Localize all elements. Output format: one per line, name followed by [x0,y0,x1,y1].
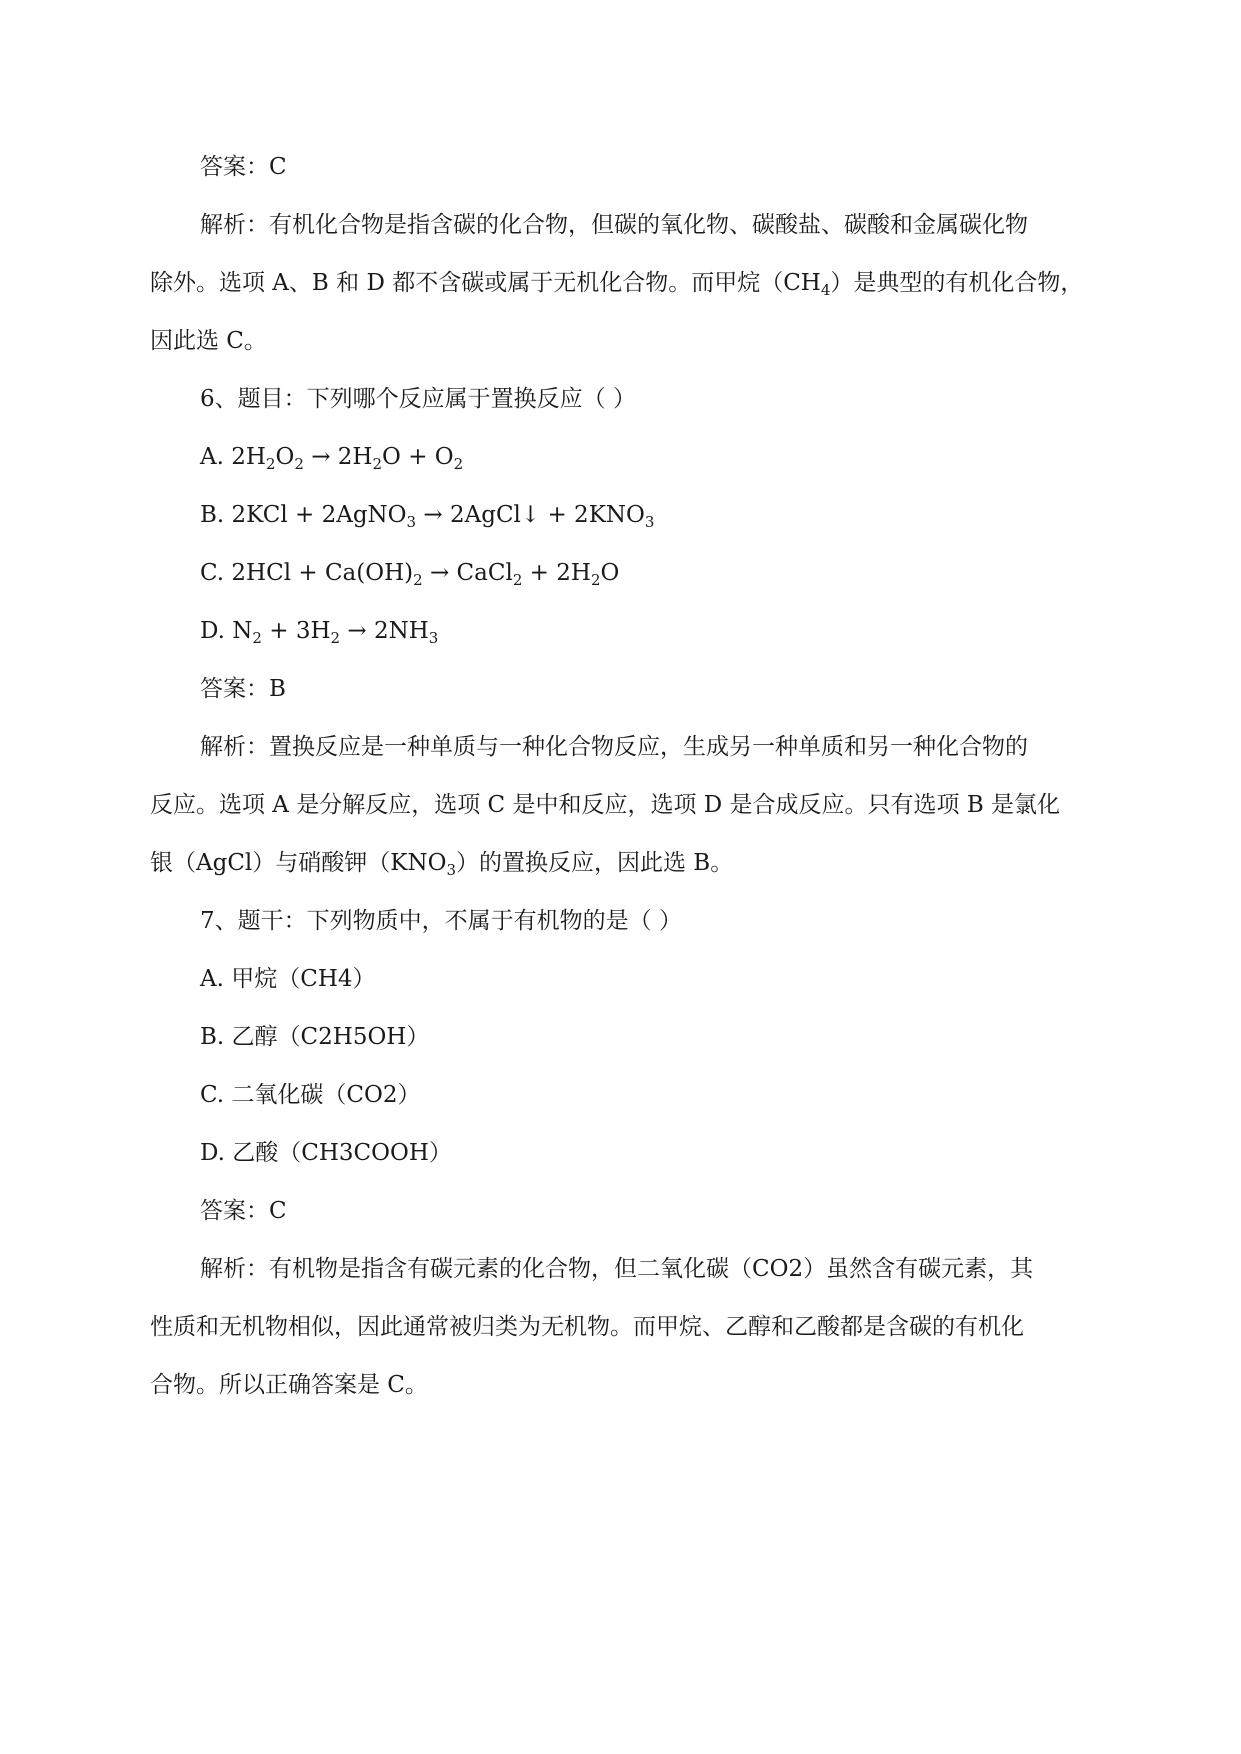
q6-stem: 6、题目：下列哪个反应属于置换反应（ ） [200,386,636,412]
q7-analysis-line-2: 性质和无机物相似，因此通常被归类为无机物。而甲烷、乙醇和乙酸都是含碳的有机化 [150,1314,1024,1340]
q7-option-a: A. 甲烷（CH4） [200,966,376,992]
q5-analysis-line-2: 除外。选项 A、B 和 D 都不含碳或属于无机化合物。而甲烷$(CH_4)$是典型的有机化合物， [150,270,1084,299]
q5-answer: 答案：C [200,154,287,180]
q7-option-d: D. 乙酸（CH3COOH） [200,1140,452,1166]
q6-analysis-line-3: 银（AgCl）与硝酸钾$(KNO_3)$的置换反应，因此选 B。 [150,850,734,879]
q6-option-a: A. $2H_2O_2 \to 2H_2O + O_2$ [200,444,464,473]
q6-answer: 答案：B [200,676,286,702]
q7-analysis-line-1: 解析：有机物是指含有碳元素的化合物，但二氧化碳（CO2）虽然含有碳元素，其 [200,1256,1034,1282]
q5-analysis-line-1: 解析：有机化合物是指含碳的化合物，但碳的氧化物、碳酸盐、碳酸和金属碳化物 [200,212,1028,238]
q7-option-c: C. 二氧化碳（CO2） [200,1082,421,1108]
q7-option-b: B. 乙醇（C2H5OH） [200,1024,430,1050]
q6-analysis-line-1: 解析：置换反应是一种单质与一种化合物反应，生成另一种单质和另一种化合物的 [200,734,1028,760]
q5-analysis-line-3: 因此选 C。 [150,328,267,354]
q6-option-c: C. $2HCl + Ca(OH)_2$ → CaCl$_2$ + $2H_2O$ [200,560,620,589]
q6-analysis-line-2: 反应。选项 A 是分解反应，选项 C 是中和反应，选项 D 是合成反应。只有选项 B 是氯化 [150,792,1061,818]
q7-analysis-line-3: 合物。所以正确答案是 C。 [150,1372,428,1398]
q6-option-b: B. 2KCl + 2AgNO$_3$ → 2AgCl↓ + $2KNO_3$ [200,502,655,531]
q7-answer: 答案：C [200,1198,287,1224]
q6-option-d: D. $N_2 + 3H_2 \to 2NH_3$ [200,618,439,647]
q7-stem: 7、题干：下列物质中，不属于有机物的是（ ） [200,908,682,934]
